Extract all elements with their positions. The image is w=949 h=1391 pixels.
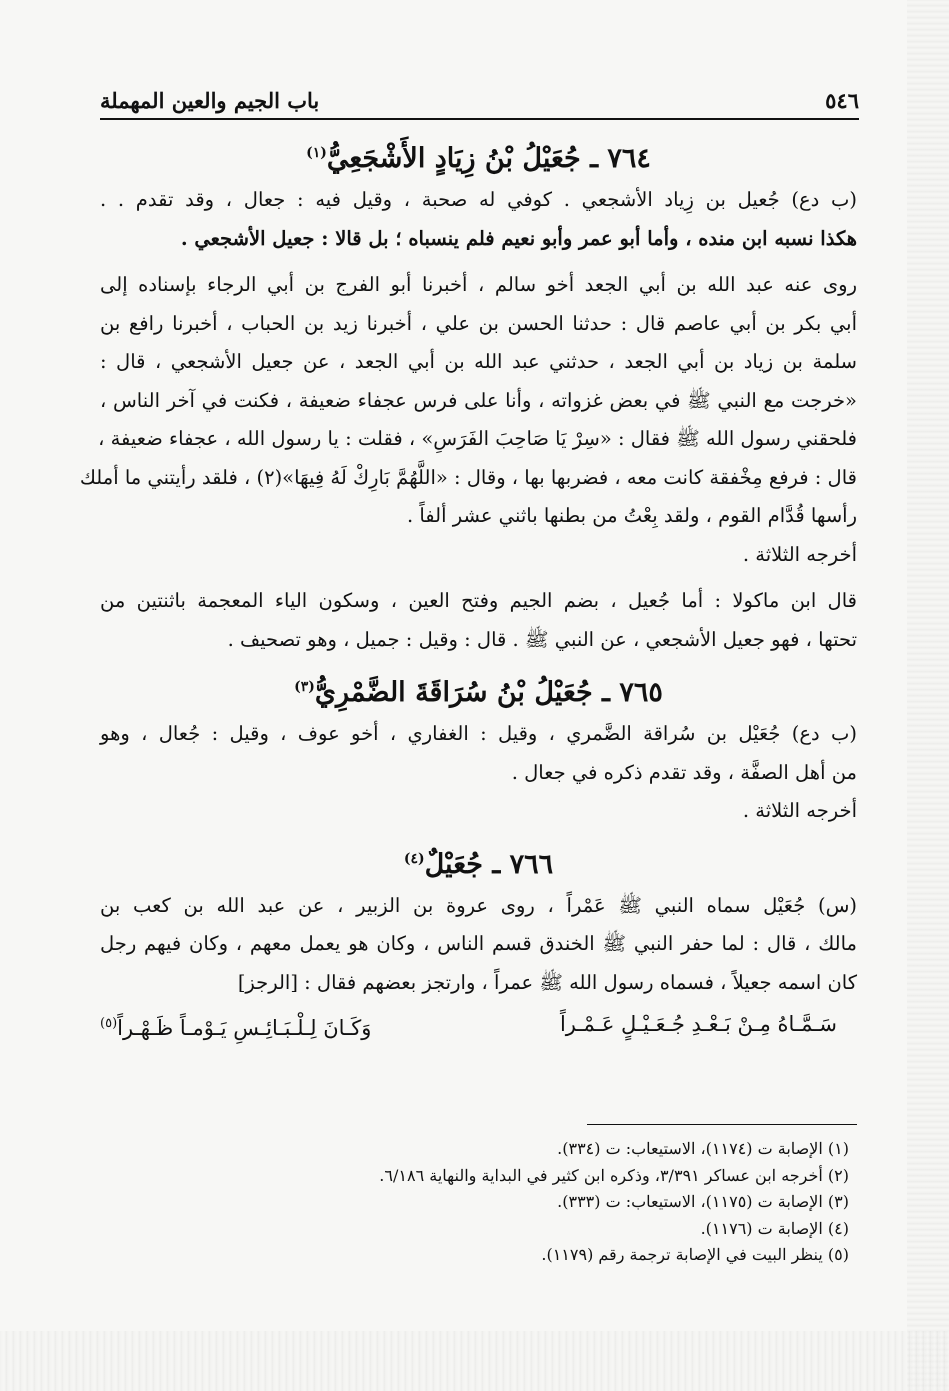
text-line: (ب دع) جُعَيْل بن سُراقة الضَّمري ، وقيل : الغفاري ، أخو عوف ، وقيل : جُعال ، وهو: [100, 722, 857, 745]
chapter-title: باب الجيم والعين المهملة: [100, 87, 320, 113]
entry-title-766: ٧٦٦ ـ جُعَيْلٌ$^{(٤)}$: [403, 848, 554, 880]
note-ref: (١): [306, 145, 327, 161]
footnote: (١) الإصابة ت (١١٧٤)، الاستيعاب: ت (٣٣٤).: [557, 1139, 849, 1158]
note-ref: (٥): [100, 1016, 118, 1031]
footnote: (٣) الإصابة ت (١١٧٥)، الاستيعاب: ت (٣٣٣).: [557, 1192, 849, 1211]
text-line: «خرجت مع النبي ﷺ في بعض غزواته ، وأنا على فرس عجفاء ضعيفة ، فكنت في آخر الناس ،: [100, 388, 857, 412]
text-line: فلحقني رسول الله ﷺ فقال : «سِرْ يَا صَاحِبَ الفَرَسِ» ، فقلت : يا رسول الله ، عجفاء ضعيفة ،: [98, 427, 857, 450]
text-line: هكذا نسبه ابن منده ، وأما أبو عمر وأبو نعيم فلم ينسباه ؛ بل قالا : جعيل الأشجعي .: [180, 226, 857, 250]
text-line: (ب دع) جُعيل بن زِياد الأشجعي . كوفي له صحبة ، وقيل فيه : جعال ، وقد تقدم . .: [100, 188, 857, 211]
text-line: روى عنه عبد الله بن أبي الجعد أخو سالم ، أخبرنا أبو الفرج بن أبي الرجاء بإسناده إلى: [100, 273, 857, 296]
text-line: قال : فرفع مِخْفقة كانت معه ، فضربها بها ، وقال : «اللَّهُمَّ بَارِكْ لَهُ فِيهَا»(٢) ، فلقد رأيتني ما أملك: [79, 465, 857, 489]
text-line: كان اسمه جعيلاً ، فسماه رسول الله ﷺ عمراً ، وارتجز بعضهم فقال : [الرجز]: [237, 970, 857, 994]
text-line: سلمة بن زياد بن أبي الجعد ، حدثني عبد الله بن أبي الجعد ، عن جعيل الأشجعي ، قال :: [100, 350, 857, 373]
scan-edge-right: [907, 0, 949, 1391]
footnote-divider: [587, 1124, 857, 1125]
footnotes: [100, 1136, 849, 1269]
text-line: (س) جُعَيْل سماه النبي ﷺ عَمْراً ، روى عروة بن الزبير ، عن عبد الله بن كعب بن: [100, 893, 857, 917]
footnote: (٢) أخرجه ابن عساكر ٣/٣٩١، وذكره ابن كثير في البداية والنهاية ٦/١٨٦.: [379, 1165, 849, 1185]
poem-verse: [100, 1002, 857, 1046]
footnote: (٤) الإصابة ت (١١٧٦).: [700, 1218, 849, 1238]
entry-title-765: ٧٦٥ ـ جُعَيْلُ بْنُ سُرَاقَةَ الضَّمْرِيُّ$^{(٣)}$: [294, 677, 663, 708]
note-ref: (٣): [294, 679, 315, 695]
entry-outro: أخرجه الثلاثة .: [742, 542, 857, 566]
note-ref: (٤): [403, 850, 425, 867]
text-line: رأسها قُدَّام القوم ، ولقد بِعْتُ من بطنها باثني عشر ألفاً .: [406, 504, 857, 527]
scan-edge-bottom: [0, 1331, 949, 1391]
verse-second-hemistich: وَكَـانَ لِـلْـبَـائِـسِ يَـوْمـاً ظَـهْـراً$^{(٥)}$: [100, 1016, 372, 1040]
text-line: تحتها ، فهو جعيل الأشجعي ، عن النبي ﷺ . قال : وقيل : جميل ، وهو تصحيف .: [227, 627, 857, 651]
running-head: [100, 82, 859, 120]
verse-first-hemistich: سَـمَّـاهُ مِـنْ بَـعْـدِ جُـعَـيْـلٍ عَـمْـراً: [559, 1012, 837, 1036]
text-line: أبي بكر بن أبي عاصم قال : حدثنا الحسن بن علي ، أخبرنا زيد بن الحباب ، أخبرنا رافع بن: [100, 311, 857, 335]
text-line: قال ابن ماكولا : أما جُعيل ، بضم الجيم وفتح العين ، وسكون الياء المعجمة باثنتين من: [100, 589, 857, 612]
entry-outro: أخرجه الثلاثة .: [742, 799, 857, 822]
entry-title-764: ٧٦٤ ـ جُعَيْلُ بْنُ زِيَادٍ الأَشْجَعِيُّ$^{(١)}$: [306, 143, 651, 174]
page-number: ٥٤٦: [825, 87, 859, 113]
text-line: من أهل الصفَّة ، وقد تقدم ذكره في جعال .: [511, 760, 857, 784]
text-line: مالك ، قال : لما حفر النبي ﷺ الخندق قسم الناس ، وكان هو يعمل معهم ، وكان فيهم رجل: [100, 932, 857, 955]
footnote: (٥) ينظر البيت في الإصابة ترجمة رقم (١١٧٩).: [541, 1245, 849, 1264]
body-text: [79, 125, 857, 1046]
